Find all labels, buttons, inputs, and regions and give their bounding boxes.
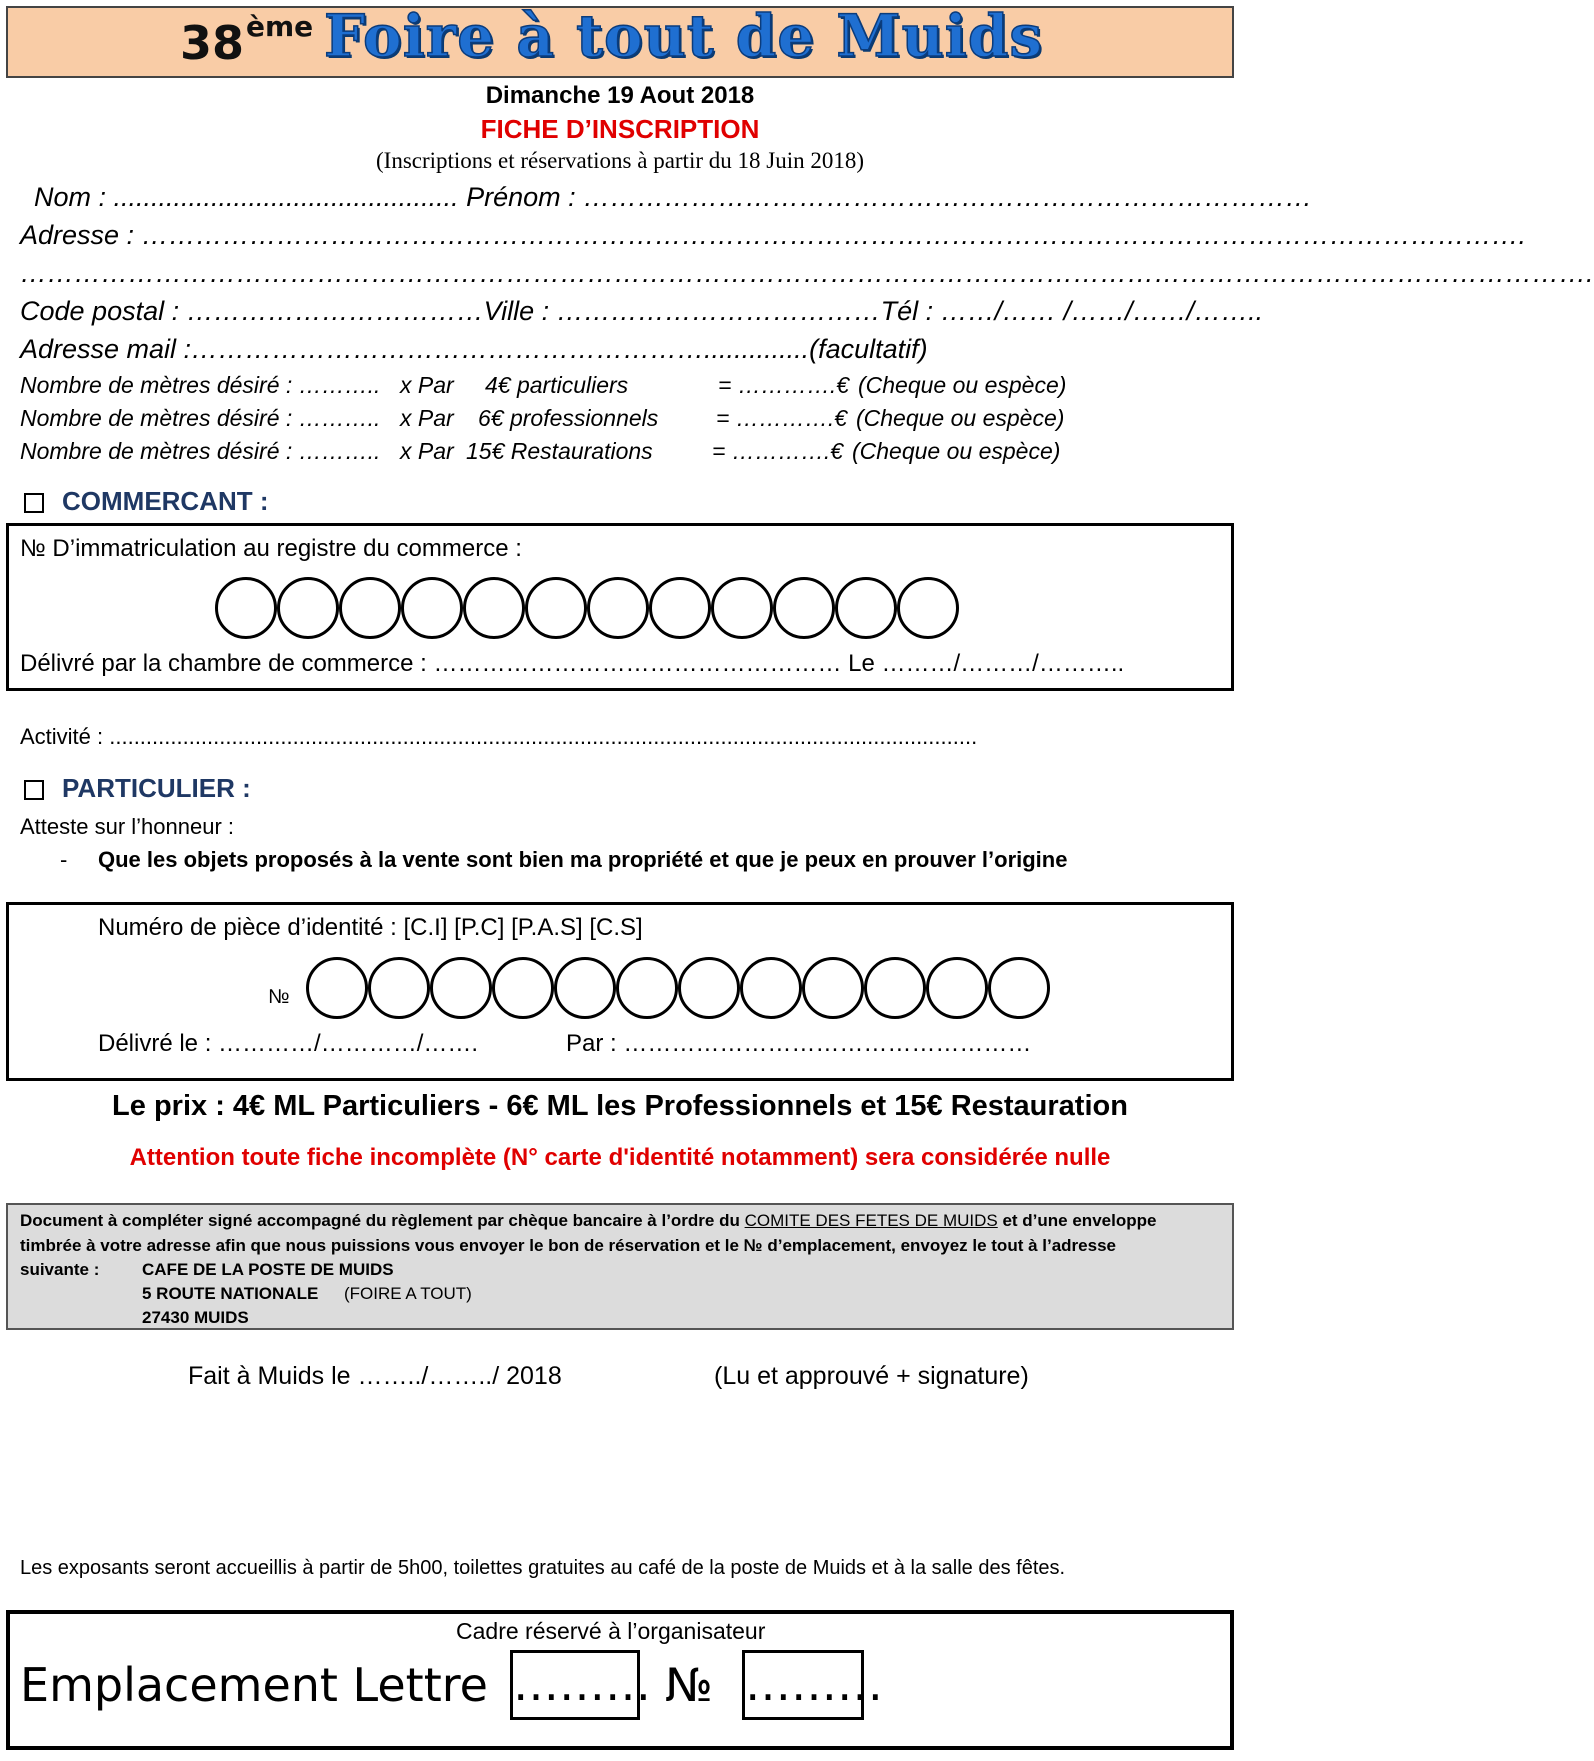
digit-circle[interactable] [368,957,430,1019]
edition-suffix: ème [246,10,314,43]
total-label: = ………….€ [718,372,850,398]
total-label: = ………….€ [712,438,844,464]
cp-ville-tel-field[interactable]: Code postal : ……………………………Ville : ………………………………Tél : ……/…… /……/……/…….. [20,296,1264,326]
particulier-checkbox[interactable] [24,780,44,800]
price-label: 4€ particuliers [485,372,629,398]
digit-circle[interactable] [864,957,926,1019]
digit-circle[interactable] [711,577,773,639]
emplacement-number-label: № [665,1658,713,1712]
organizer-caption: Cadre réservé à l’organisateur [456,1618,766,1644]
lettre-slot[interactable]: ……… [510,1650,640,1720]
per-label: x Par [400,405,454,431]
digit-circle[interactable] [740,957,802,1019]
footer-note: Les exposants seront accueillis à partir de 5h00, toilettes gratuites au café de la poste de Muids et à la salle des fêtes. [20,1557,1066,1579]
registration-number-input[interactable] [215,577,959,639]
email-field[interactable]: Adresse mail :…………………………………………………..............(facultatif) [20,334,928,364]
address-line-1: CAFE DE LA POSTE DE MUIDS [142,1260,394,1279]
meters-label: Nombre de mètres désiré : ……….. [20,438,381,464]
bullet-dash: - [60,847,68,872]
id-document-label: Numéro de pièce d’identité : [C.I] [P.C] [P.A.S] [C.S] [98,914,643,941]
per-label: x Par [400,372,454,398]
note-line-1: Document à compléter signé accompagné du règlement par chèque bancaire à l’ordre du COMITE DES FETES DE MUIDS et d’une enveloppe [20,1211,1157,1230]
address-note: (FOIRE A TOUT) [344,1284,472,1303]
digit-circle[interactable] [554,957,616,1019]
id-number-input[interactable] [306,957,1050,1019]
fait-a-date-field[interactable]: Fait à Muids le ……../……../ 2018 [188,1362,562,1390]
commercant-heading: COMMERCANT : [62,486,269,516]
payment-label: (Cheque ou espèce) [856,405,1065,431]
nom-prenom-field[interactable]: Nom : .............................................. Prénom : ……………………………………………………………………… [34,182,1313,212]
digit-circle[interactable] [649,577,711,639]
particulier-option[interactable] [24,773,251,804]
note-line-2: timbrée à votre adresse afin que nous puissions vous envoyer le bon de réservation et le № d’emplacement, envoyez le tout à l’adresse [20,1236,1116,1255]
digit-circle[interactable] [678,957,740,1019]
digit-circle[interactable] [277,577,339,639]
pricing-line-particuliers[interactable] [20,372,1067,399]
digit-circle[interactable] [988,957,1050,1019]
per-label: x Par [400,438,454,464]
digit-circle[interactable] [430,957,492,1019]
commercant-option[interactable] [24,486,269,517]
id-delivered-date-field[interactable]: Délivré le : …………/…………/……. [98,1030,479,1057]
digit-circle[interactable] [492,957,554,1019]
registration-label: № D’immatriculation au registre du commerce : [20,535,522,562]
meters-label: Nombre de mètres désiré : ……….. [20,372,381,398]
particulier-heading: PARTICULIER : [62,773,251,803]
commercant-checkbox[interactable] [24,493,44,513]
digit-circle[interactable] [587,577,649,639]
id-number-label: № [268,986,290,1008]
instructions-note [6,1203,1234,1330]
incomplete-warning: Attention toute fiche incomplète (N° carte d'identité notamment) sera considérée nulle [129,1144,1111,1171]
form-subtitle: (Inscriptions et réservations à partir du 18 Juin 2018) [376,148,864,173]
digit-circle[interactable] [306,957,368,1019]
page-title: Foire à tout de Muids [324,2,1044,70]
digit-circle[interactable] [463,577,525,639]
payment-label: (Cheque ou espèce) [858,372,1067,398]
attest-label: Atteste sur l’honneur : [20,814,235,839]
beneficiary-name: COMITE DES FETES DE MUIDS [744,1211,998,1230]
form-title: FICHE D’INSCRIPTION [480,114,760,144]
digit-circle[interactable] [215,577,277,639]
digit-circle[interactable] [773,577,835,639]
payment-label: (Cheque ou espèce) [852,438,1061,464]
note-line-3-label: suivante : [20,1260,100,1279]
price-summary: Le prix : 4€ ML Particuliers - 6€ ML les Professionnels et 15€ Restauration [112,1090,1128,1122]
attest-statement: Que les objets proposés à la vente sont bien ma propriété et que je peux en prouver l’origine [98,847,1068,872]
digit-circle[interactable] [401,577,463,639]
signature-label: (Lu et approuvé + signature) [714,1362,1029,1390]
pricing-line-restauration[interactable] [20,438,1061,465]
digit-circle[interactable] [339,577,401,639]
total-label: = ………….€ [716,405,848,431]
adresse-field[interactable]: Adresse : ………………………………………………………………………………………………………………………………………. [20,220,1527,250]
digit-circle[interactable] [525,577,587,639]
price-label: 15€ Restaurations [466,438,653,464]
pricing-line-professionnels[interactable] [20,405,1065,432]
meters-label: Nombre de mètres désiré : ……….. [20,405,381,431]
digit-circle[interactable] [802,957,864,1019]
address-line-2: 5 ROUTE NATIONALE [142,1284,319,1303]
adresse-field-2[interactable]: …………………………………………………………………………………………………………………………………………………………. [20,258,1594,288]
digit-circle[interactable] [616,957,678,1019]
edition-number: 38 [180,16,245,70]
event-date: Dimanche 19 Aout 2018 [485,82,755,109]
digit-circle[interactable] [835,577,897,639]
emplacement-lettre-label: Emplacement Lettre [20,1658,488,1712]
activite-field[interactable]: Activité : .............................................................................................................................................. [20,724,978,749]
id-delivered-by-field[interactable]: Par : …………………………………………… [566,1030,1032,1057]
address-line-3: 27430 MUIDS [142,1308,249,1327]
number-slot[interactable]: ……… [742,1650,864,1720]
digit-circle[interactable] [926,957,988,1019]
chambre-commerce-field[interactable]: Délivré par la chambre de commerce : …………………………………………… Le ………/………/……….. [20,650,1125,677]
digit-circle[interactable] [897,577,959,639]
price-label: 6€ professionnels [478,405,659,431]
